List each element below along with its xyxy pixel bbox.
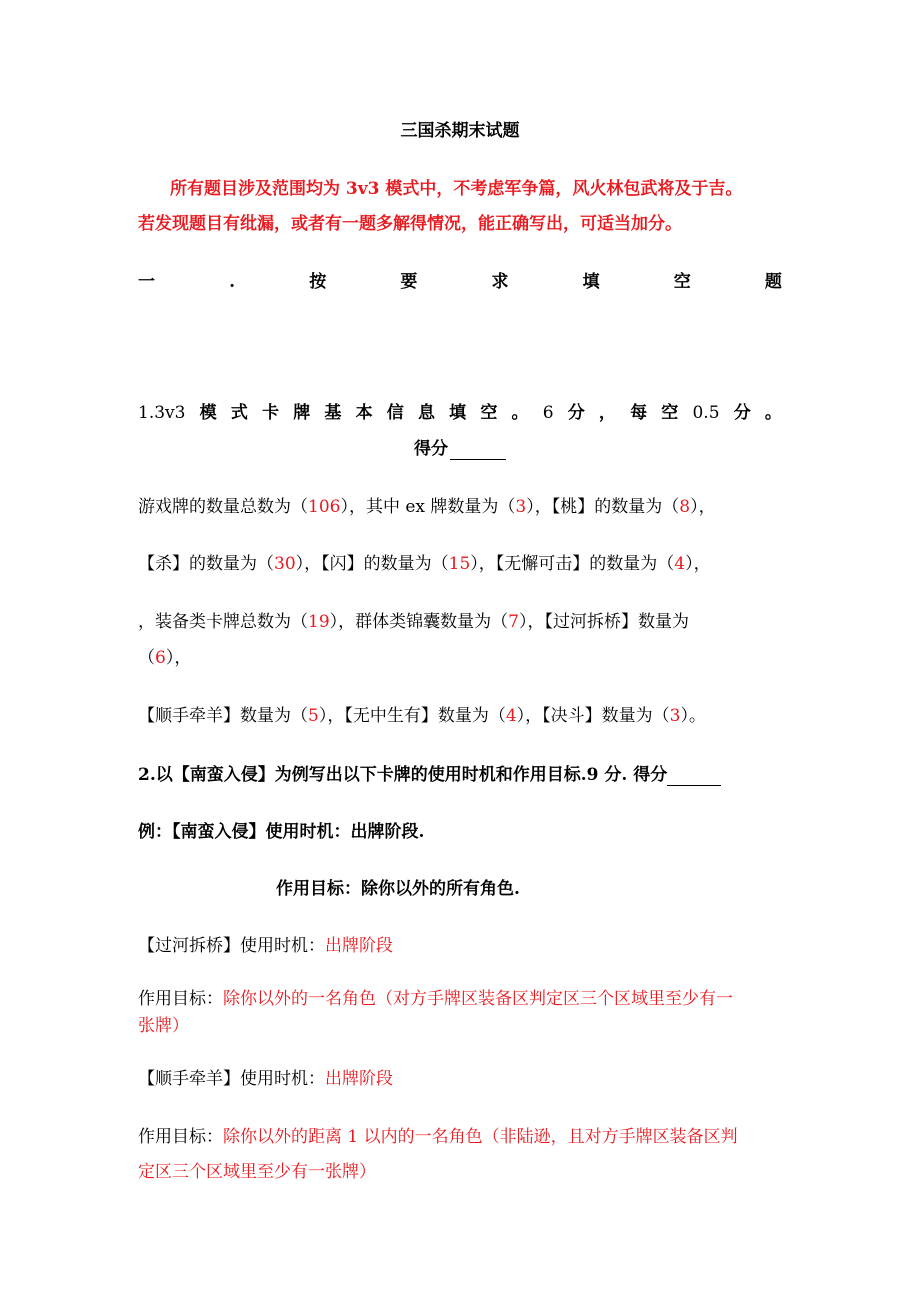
answer-value: 3 <box>669 706 681 726</box>
q1-header-part: 空 <box>480 403 498 423</box>
q1-header-part: 模 <box>199 403 217 423</box>
q1-header-part: 每 <box>630 403 648 423</box>
q2-item-2-target-cont: 定区三个区域里至少有一张牌） <box>138 1162 376 1182</box>
q1-text: ）。 <box>680 706 706 726</box>
section-char: 填 <box>582 272 600 292</box>
q1-text: ），【闪】的数量为（ <box>295 554 449 574</box>
q1-text: ），【桃】的数量为（ <box>526 497 680 517</box>
answer-value: 8 <box>679 497 691 517</box>
section-char: 空 <box>673 272 691 292</box>
answer-value: 7 <box>508 612 519 632</box>
section-char: 一 <box>138 272 155 292</box>
q2-item-2-timing <box>138 1068 393 1090</box>
answer-value: 4 <box>505 706 517 726</box>
q2-item-card: 【顺手牵羊】使用时机： <box>138 1069 325 1089</box>
answer-value: 除你以外的一名角色（对方手牌区装备区判定区三个区域里至少有一 <box>223 989 733 1009</box>
q1-header-part: ， <box>598 403 616 423</box>
q1-header-part: 空 <box>661 403 679 423</box>
section-char: . <box>229 272 236 292</box>
q2-score-blank[interactable] <box>667 769 721 786</box>
q2-header <box>138 764 721 786</box>
q2-target-label: 作用目标： <box>138 989 223 1009</box>
q1-text: （ <box>138 648 155 668</box>
answer-value: 15 <box>448 554 471 574</box>
q1-header-part: 分 <box>567 403 585 423</box>
q1-text: ）， <box>165 648 192 668</box>
q1-text: ），【无中生有】数量为（ <box>318 706 506 726</box>
q1-header <box>138 402 782 424</box>
section-1-heading <box>138 271 782 293</box>
q1-text: ，装备类卡牌总数为（ <box>138 612 308 632</box>
q1-header-part: 0.5 <box>692 403 720 423</box>
q1-header-part: 本 <box>355 403 373 423</box>
q2-item-2-target <box>138 1126 738 1148</box>
intro-line-2: 若发现题目有纰漏，或者有一题多解得情况，能正确写出，可适当加分。 <box>138 214 682 234</box>
q1-score-blank[interactable] <box>450 443 506 460</box>
q1-header-part: 信 <box>386 403 404 423</box>
q1-text: ）， <box>690 497 716 517</box>
answer-value: 出牌阶段 <box>325 936 393 956</box>
section-char: 题 <box>764 272 782 292</box>
q2-target-label: 作用目标： <box>138 1127 223 1147</box>
q1-header-part: 填 <box>449 403 467 423</box>
q1-text: ），【决斗】数量为（ <box>516 706 670 726</box>
q1-text: 【顺手牵羊】数量为（ <box>138 706 308 726</box>
q1-header-part: 式 <box>230 403 248 423</box>
q1-text: ）， <box>685 554 711 574</box>
q1-score-label: 得分 <box>414 439 448 459</box>
page-title: 三国杀期末试题 <box>400 121 520 141</box>
q1-text: ），群体类锦囊数量为（ <box>329 612 509 632</box>
answer-value: 5 <box>308 706 319 726</box>
answer-value: 6 <box>155 648 166 668</box>
q2-item-1-target-cont: 张牌） <box>138 1016 189 1036</box>
q2-example-line-2: 作用目标：除你以外的所有角色. <box>276 879 520 899</box>
q1-answer-line-4 <box>138 705 706 727</box>
q1-text: 游戏牌的数量总数为（ <box>138 497 308 517</box>
answer-value: 106 <box>308 497 341 517</box>
answer-value: 出牌阶段 <box>325 1069 393 1089</box>
answer-value: 除你以外的距离 1 以内的一名角色（非陆逊，且对方手牌区装备区判 <box>223 1127 738 1147</box>
q1-text: 【杀】的数量为（ <box>138 554 274 574</box>
q1-header-part: 。 <box>511 403 529 423</box>
q1-header-part: 1.3v3 <box>138 403 186 423</box>
answer-value: 4 <box>674 554 686 574</box>
q1-header-part: 。 <box>764 403 782 423</box>
q1-header-part: 分 <box>733 403 751 423</box>
q1-answer-line-3b <box>138 647 191 669</box>
q1-answer-line-3 <box>138 611 689 633</box>
q2-item-card: 【过河拆桥】使用时机： <box>138 936 325 956</box>
q1-header-part: 牌 <box>293 403 311 423</box>
answer-value: 3 <box>515 497 527 517</box>
section-char: 按 <box>309 272 327 292</box>
q1-header-part: 基 <box>324 403 342 423</box>
q2-item-1-target <box>138 988 733 1010</box>
section-char: 求 <box>491 272 509 292</box>
intro-line-1: 所有题目涉及范围均为 3v3 模式中，不考虑军争篇，风火林包武将及于吉。 <box>170 179 743 199</box>
q1-header-part: 卡 <box>262 403 280 423</box>
q2-item-1-timing <box>138 935 393 957</box>
q2-header-text: 2.以【南蛮入侵】为例写出以下卡牌的使用时机和作用目标.9 分. 得分 <box>138 765 668 785</box>
q1-text: ），【无懈可击】的数量为（ <box>470 554 675 574</box>
q1-header-part: 息 <box>417 403 435 423</box>
q1-score-line <box>0 438 920 460</box>
q2-example-line-1: 例：【南蛮入侵】使用时机：出牌阶段. <box>138 822 425 842</box>
section-char: 要 <box>400 272 418 292</box>
answer-value: 30 <box>274 554 296 574</box>
q1-text: ），【过河拆桥】数量为 <box>518 612 689 632</box>
answer-value: 19 <box>308 612 330 632</box>
q1-text: ），其中 ex 牌数量为（ <box>340 497 516 517</box>
q1-header-part: 6 <box>542 403 554 423</box>
q1-answer-line-2 <box>138 553 711 575</box>
q1-answer-line-1 <box>138 496 716 518</box>
